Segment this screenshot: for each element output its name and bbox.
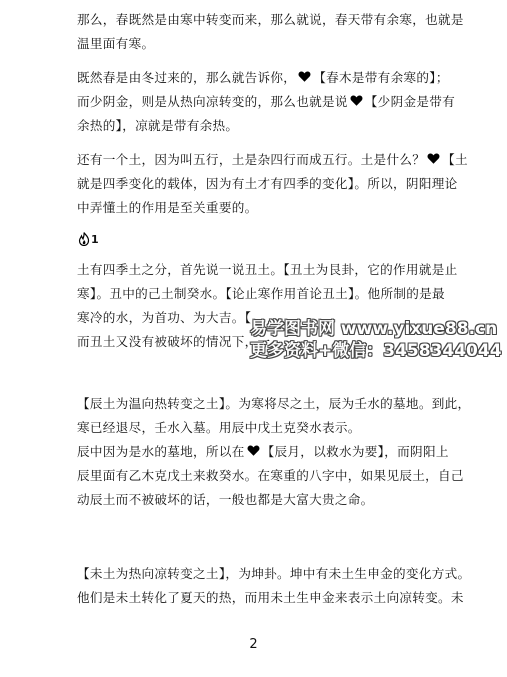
text-line: 动辰土而不被破坏的话，一般也都是大富大贵之命。 xyxy=(77,492,374,507)
section-number: 1 xyxy=(91,232,99,246)
text-line xyxy=(77,440,465,464)
flame-icon xyxy=(78,232,90,246)
text-line: 余热的】，凉就是带有余热。 xyxy=(77,118,239,133)
heart-icon xyxy=(247,444,260,457)
watermark-line: 更多资料+微信：3458344044 xyxy=(250,341,502,361)
text-line: 【辰土为温向热转变之土】。为寒将尽之土，辰为壬水的墓地。到此， xyxy=(77,396,471,411)
text-span: 既然春是由冬过来的，那么就告诉你， xyxy=(77,70,297,85)
text-line: 温里面有寒。 xyxy=(77,36,155,51)
text-line: 就是四季变化的载体，因为有土才有四季的变化】。所以，阴阳理论 xyxy=(77,176,458,191)
text-line xyxy=(77,66,465,90)
text-span: 【春木是带有余寒的】； xyxy=(313,70,449,85)
text-span: 而少阴金，则是从热向凉转变的，那么也就是说 xyxy=(77,94,348,109)
text-line xyxy=(77,148,468,172)
heart-icon xyxy=(350,94,363,107)
page-number: 2 xyxy=(249,637,258,652)
text-line: 【未土为热向凉转变之土】，为坤卦。坤中有未土生申金的变化方式。 xyxy=(77,566,471,581)
text-line: 中弄懂土的作用是至关重要的。 xyxy=(77,200,258,215)
watermark xyxy=(250,318,502,362)
text-span: 【土 xyxy=(442,152,468,167)
text-line: 土有四季土之分，首先说一说丑土。【丑土为艮卦，它的作用就是止 xyxy=(77,262,458,277)
text-line: 辰里面有乙木克戊土来救癸水。在寒重的八字中，如果见辰土，自己 xyxy=(77,468,464,483)
text-line: 他们是未土转化了夏天的热，而用未土生申金来表示土向凉转变。未 xyxy=(77,590,464,605)
text-line: 寒已经退尽，壬水入墓。用辰中戊土克癸水表示。 xyxy=(77,420,361,435)
text-span: 辰中因为是水的墓地，所以在 xyxy=(77,444,245,459)
heart-icon xyxy=(298,70,311,83)
heart-icon xyxy=(427,152,440,165)
text-line: 那么，春既然是由寒中转变而来，那么就说，春天带有余寒，也就是 xyxy=(77,12,464,27)
paragraph-2 xyxy=(77,66,465,138)
paragraph-3 xyxy=(77,148,468,220)
text-line xyxy=(77,90,465,114)
paragraph-6 xyxy=(77,562,471,610)
watermark-line: 易学图书网 www.yixue88.cn xyxy=(250,319,498,339)
text-span: 【辰月，以救水为要】，而阴阳上 xyxy=(261,444,449,459)
text-line: 寒冷的水，为首功、为大吉。【 xyxy=(77,310,252,325)
paragraph-5 xyxy=(77,392,471,512)
text-line: 寒】。丑中的己土制癸水。【论止寒作用首论丑土】。他所制的是最 xyxy=(77,286,445,301)
text-span: 【少阴金是带有 xyxy=(364,94,456,109)
section-marker xyxy=(78,232,99,246)
paragraph-1 xyxy=(77,8,465,56)
text-span: 还有一个土，因为叫五行，土是杂四行而成五行。土是什么？ xyxy=(77,152,426,167)
text-line: 而丑土又没有被破坏的情况下，一 xyxy=(77,334,271,349)
